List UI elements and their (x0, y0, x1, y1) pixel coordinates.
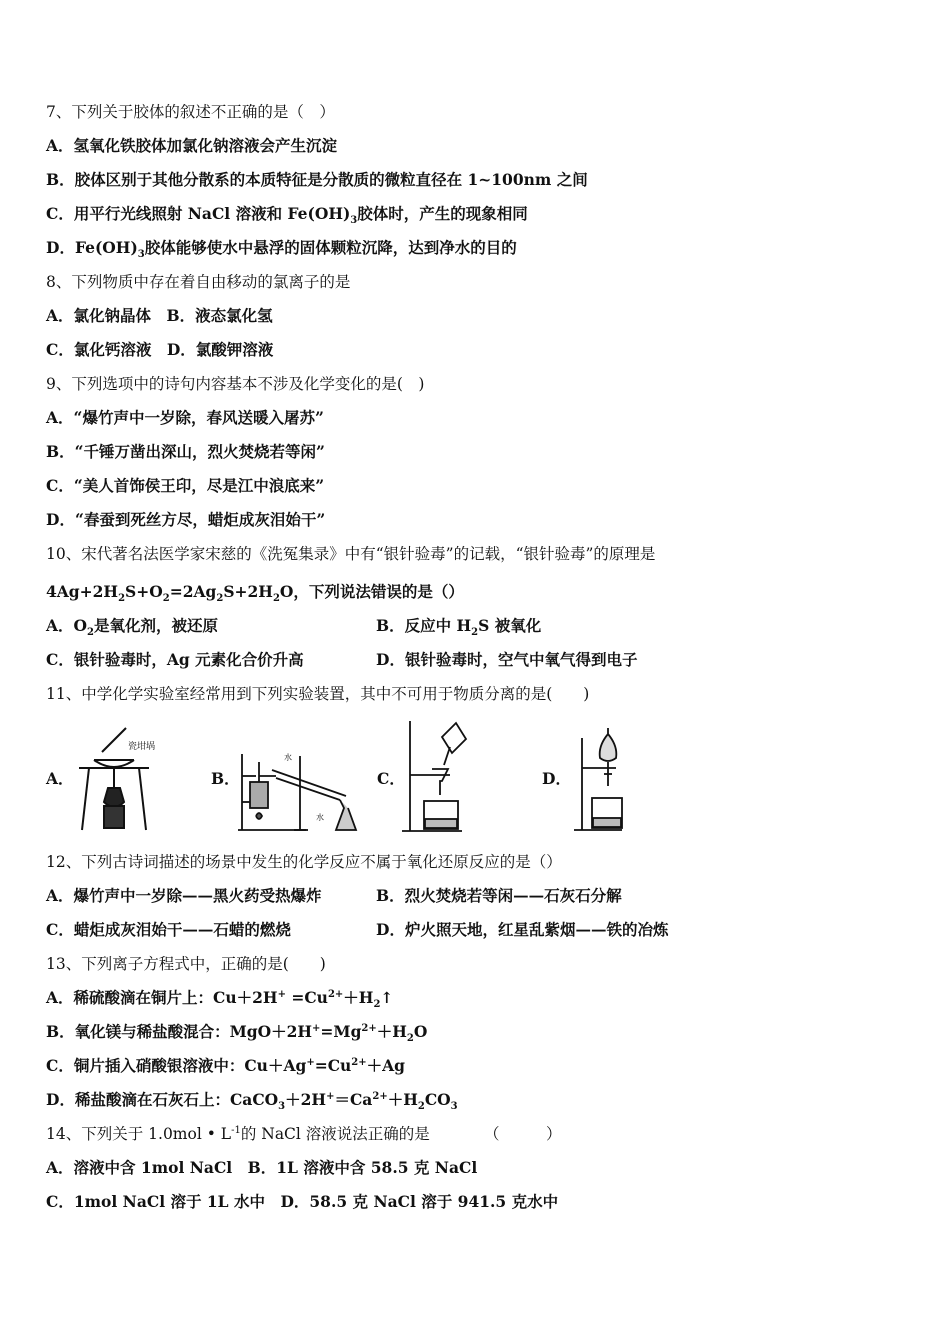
q13-option-b: B．氧化镁与稀盐酸混合：$MgO+2H^+=Mg^{2+}+H_2O$ (46, 1022, 428, 1045)
q12-option-c: C．蜡炬成灰泪始干——石蜡的燃烧 (46, 920, 291, 939)
water-in-label: 水 (284, 753, 292, 762)
q10-option-b: B．反应中 $H_2S$ 被氧化 (376, 616, 542, 639)
q11-label-b: B． (211, 769, 240, 788)
q9-option-b: B．“千锤万凿出深山，烈火焚烧若等闲” (46, 442, 325, 461)
q13-option-a: A．稀硫酸滴在铜片上：$Cu+2H^+ =Cu^{2+}+H_2↑$ (46, 988, 394, 1011)
q7-option-d: D．$Fe(OH)_3$胶体能够使水中悬浮的固体颗粒沉降，达到净水的目的 (46, 238, 517, 261)
q11-stem: 11、中学化学实验室经常用到下列实验装置，其中不可用于物质分离的是( ) (46, 685, 590, 703)
q13-stem: 13、下列离子方程式中，正确的是( ) (46, 955, 326, 973)
q7-option-a: A．氢氧化铁胶体加氯化钠溶液会产生沉淀 (46, 136, 338, 155)
distillation-apparatus (236, 752, 360, 834)
q8-stem: 8、下列物质中存在着自由移动的氯离子的是 (46, 273, 351, 291)
q10-equation: $4Ag+2H_2S+O_2=2Ag_2S+2H_2O$，下列说法错误的是（） (46, 582, 464, 605)
q8-options-cd: C．氯化钙溶液 D．氯酸钾溶液 (46, 340, 274, 359)
q7-option-b: B．胶体区别于其他分散系的本质特征是分散质的微粒直径在 1~100nm 之间 (46, 170, 588, 189)
q14-options-cd: C．1mol NaCl 溶于 1L 水中 D．58.5 克 NaCl 溶于 941.5 克水中 (46, 1192, 559, 1211)
q9-option-a: A．“爆竹声中一岁除，春风送暖入屠苏” (46, 408, 324, 427)
q11-label-a: A． (46, 769, 74, 788)
q12-option-b: B．烈火焚烧若等闲——石灰石分解 (376, 886, 622, 905)
q12-stem: 12、下列古诗词描述的场景中发生的化学反应不属于氧化还原反应的是（） (46, 853, 562, 871)
q11-label-c: C． (377, 769, 405, 788)
q11-label-d: D． (542, 769, 571, 788)
crucible-label: 瓷坩埚 (128, 742, 156, 752)
q10-option-a: A．$O_2$是氧化剂，被还原 (46, 616, 219, 639)
q7-option-c: C．用平行光线照射 NaCl 溶液和 $Fe(OH)_3$胶体时，产生的现象相同 (46, 204, 528, 227)
q10-option-c: C．银针验毒时，Ag 元素化合价升高 (46, 650, 304, 669)
q10-option-d: D．银针验毒时，空气中氧气得到电子 (376, 650, 638, 669)
q8-options-ab: A．氯化钠晶体 B．液态氯化氢 (46, 306, 273, 325)
evaporating-crucible-apparatus (74, 722, 174, 834)
q9-option-d: D．“春蚕到死丝方尽，蜡炬成灰泪始干” (46, 510, 326, 529)
filtration-apparatus (400, 717, 474, 835)
q14-stem: 14、下列关于 1.0mol • $L^{-1}$的 NaCl 溶液说法正确的是 （ ） (46, 1124, 562, 1143)
q12-option-d: D．炉火照天地，红星乱紫烟——铁的冶炼 (376, 920, 669, 939)
q13-option-d: D．稀盐酸滴在石灰石上：$CaCO_3+2H^+=Ca^{2+}+H_2CO_3$ (46, 1090, 458, 1113)
water-out-label: 水 (316, 813, 324, 822)
q12-option-a: A．爆竹声中一岁除——黑火药受热爆炸 (46, 886, 322, 905)
q9-option-c: C．“美人首饰侯王印，尽是江中浪底来” (46, 476, 325, 495)
separatory-funnel-apparatus (570, 724, 630, 834)
q13-option-c: C．铜片插入硝酸银溶液中：$Cu+Ag^+=Cu^{2+}+Ag$ (46, 1056, 406, 1075)
q7-stem: 7、下列关于胶体的叙述不正确的是（ ） (46, 103, 335, 121)
q9-stem: 9、下列选项中的诗句内容基本不涉及化学变化的是( ) (46, 375, 425, 393)
q10-stem: 10、宋代著名法医学家宋慈的《洗冤集录》中有“银针验毒”的记载，“银针验毒”的原理是 (46, 545, 656, 563)
q14-options-ab: A．溶液中含 1mol NaCl B．1L 溶液中含 58.5 克 NaCl (46, 1158, 478, 1177)
